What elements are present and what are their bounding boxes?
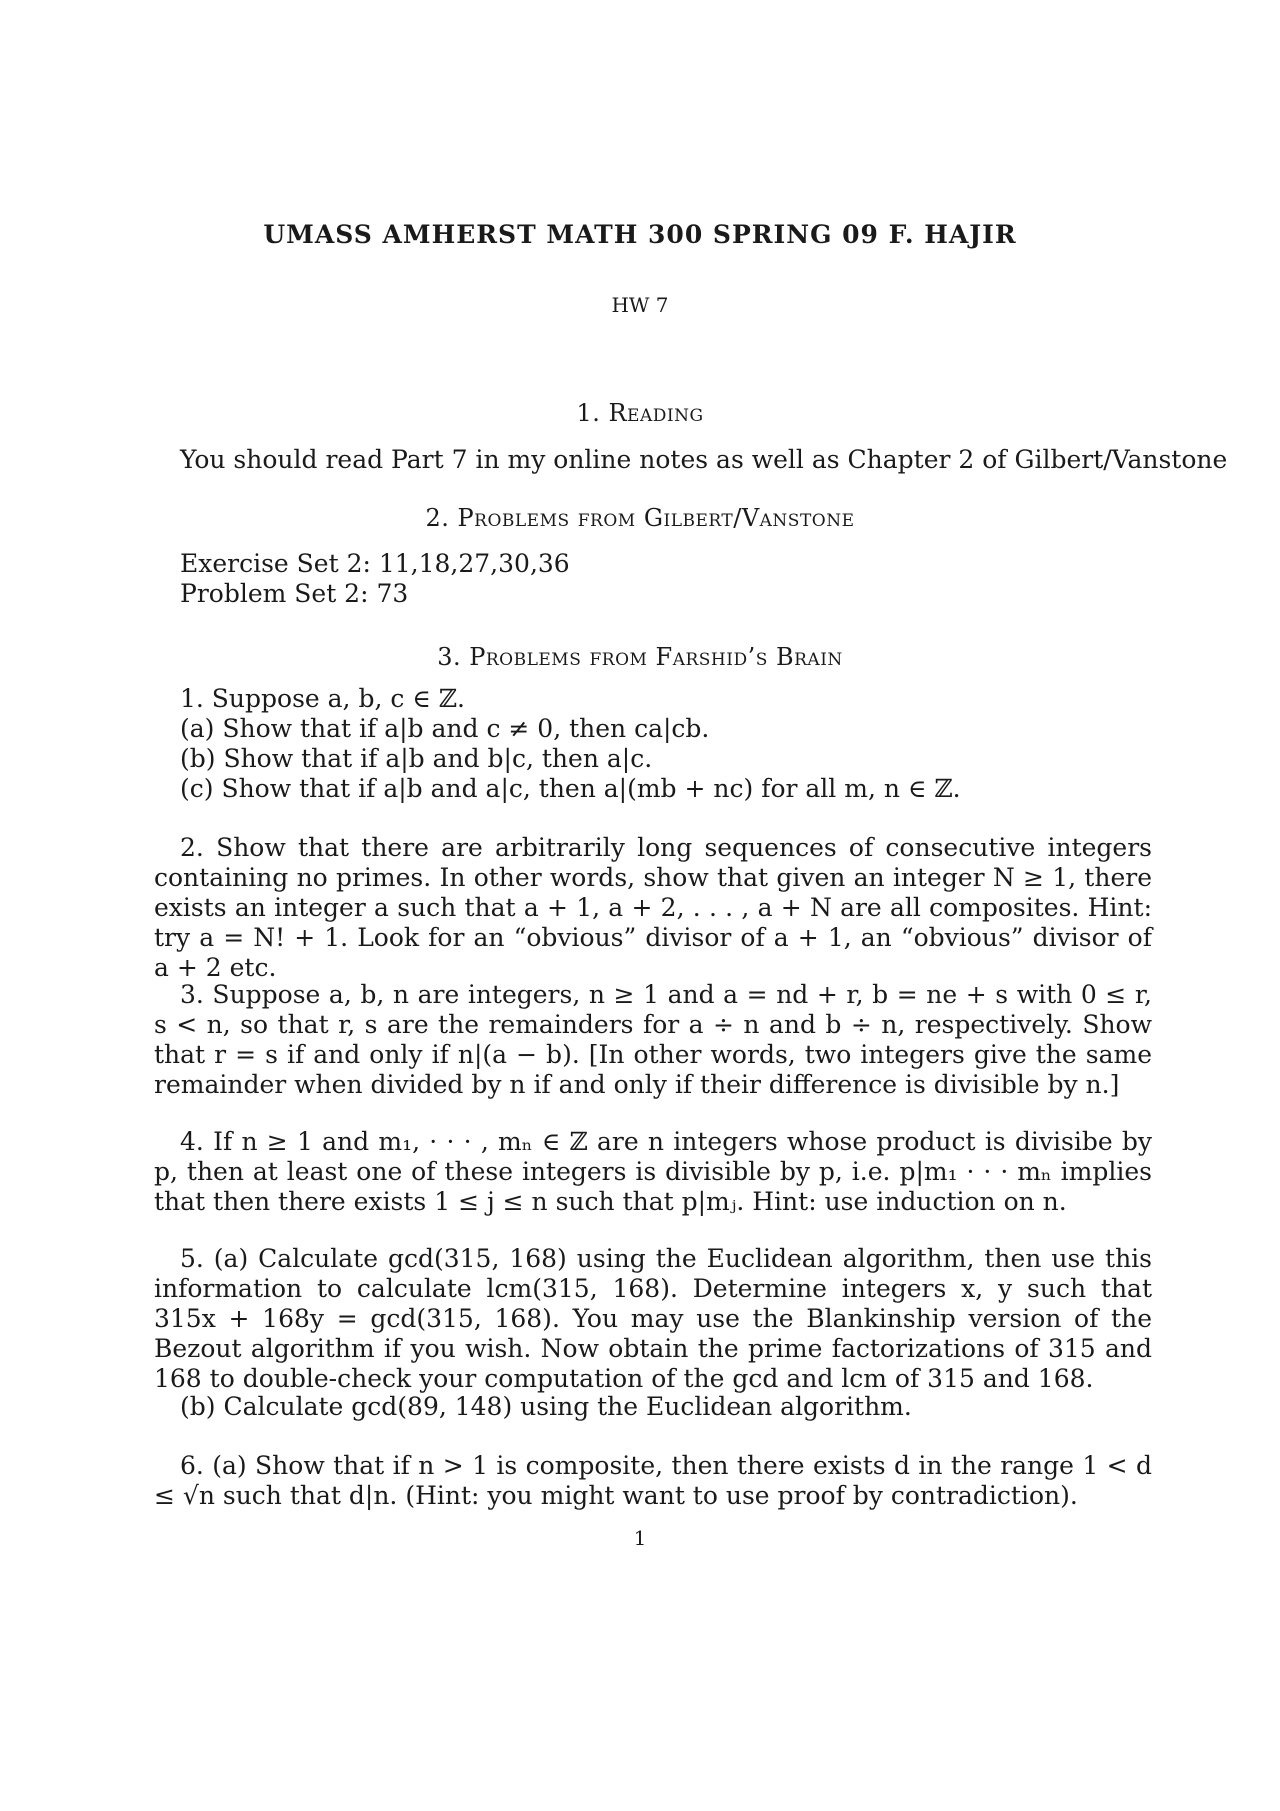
problem-2: 2. Show that there are arbitrarily long sequences of consecutive integers containing no primes. In other words, show that given an integer N ≥ 1, there exists an integer a such that a + 1, a + 2, . . . , a + N are all composites. Hint: try a = N! + 1. Look for an “obvious” divisor of a + 1, an “obvious” divisor of a + 2 etc. [154, 833, 1152, 982]
section-reading-heading: 1. Reading [576, 399, 704, 427]
problem-1c: (c) Show that if a|b and a|c, then a|(mb + nc) for all m, n ∈ ℤ. [180, 774, 961, 803]
reading-text: You should read Part 7 in my online notes as well as Chapter 2 of Gilbert/Vanstone [180, 445, 1228, 474]
section-gv-heading: 2. Problems from Gilbert/Vanstone [425, 504, 855, 532]
homework-label: HW 7 [611, 293, 669, 317]
exercise-set-line: Exercise Set 2: 11,18,27,30,36 [180, 549, 570, 578]
page-number: 1 [633, 1526, 647, 1550]
problem-5a: 5. (a) Calculate gcd(315, 168) using the Euclidean algorithm, then use this information to calculate lcm(315, 168). Determine integers x, y such that 315x + 168y = gcd(315, 168). You may use the Blankinship version of the Bezout algorithm if you wish. Now obtain the prime factorizations of 315 and 168 to double-check your computation of the gcd and lcm of 315 and 168. [154, 1244, 1152, 1393]
problem-set-line: Problem Set 2: 73 [180, 579, 409, 608]
problem-4: 4. If n ≥ 1 and m₁, · · · , mₙ ∈ ℤ are n integers whose product is divisibe by p, then at least one of these integers is divisible by p, i.e. p|m₁ · · · mₙ implies that then there exists 1 ≤ j ≤ n such that p|mⱼ. Hint: use induction on n. [154, 1127, 1152, 1216]
document-title: UMASS AMHERST MATH 300 SPRING 09 F. HAJIR [263, 220, 1017, 249]
problem-5b: (b) Calculate gcd(89, 148) using the Euclidean algorithm. [180, 1392, 912, 1421]
problem-1-intro: 1. Suppose a, b, c ∈ ℤ. [180, 684, 465, 713]
problem-3: 3. Suppose a, b, n are integers, n ≥ 1 and a = nd + r, b = ne + s with 0 ≤ r, s < n, so that r, s are the remainders for a ÷ n and b ÷ n, respectively. Show that r = s if and only if n|(a − b). [In other words, two integers give the same remainder when divided by n if and only if their difference is divisible by n.] [154, 980, 1152, 1099]
section-farshid-heading: 3. Problems from Farshid’s Brain [437, 643, 843, 671]
problem-1a: (a) Show that if a|b and c ≠ 0, then ca|cb. [180, 714, 710, 743]
problem-1b: (b) Show that if a|b and b|c, then a|c. [180, 744, 653, 773]
problem-6a: 6. (a) Show that if n > 1 is composite, then there exists d in the range 1 < d ≤ √n such that d|n. (Hint: you might want to use proof by contradiction). [154, 1451, 1152, 1510]
